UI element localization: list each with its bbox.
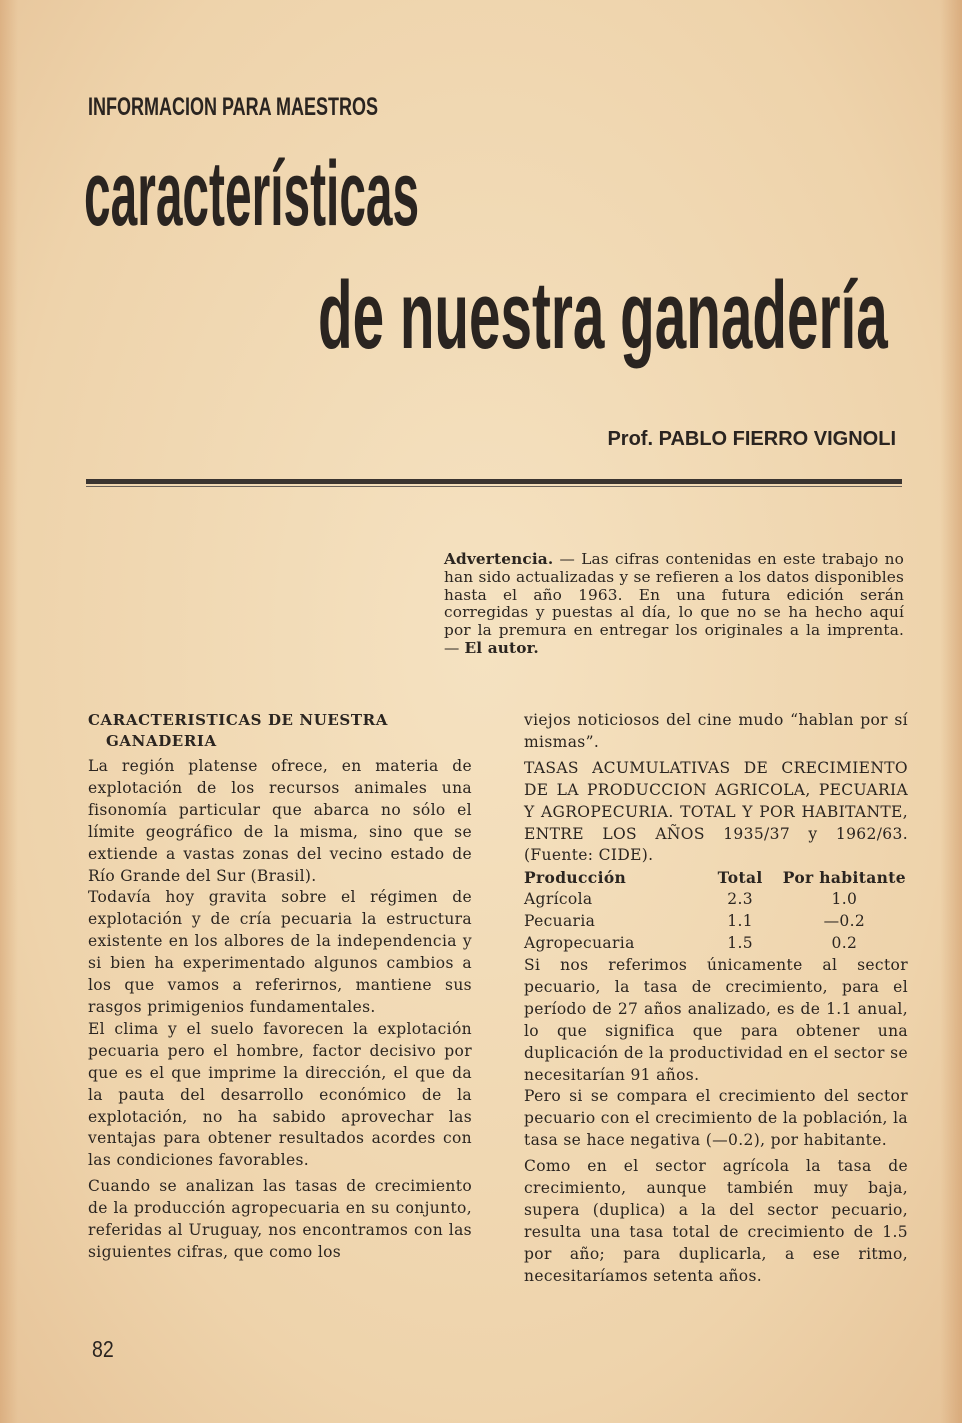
section-heading-line-2: GANADERIA — [106, 732, 217, 750]
page-edge-shadow-right — [940, 0, 962, 1423]
author-notice — [444, 551, 904, 658]
table-cell: Agrícola — [524, 890, 593, 909]
right-column — [524, 710, 908, 1288]
table-cell: Agropecuaria — [524, 934, 635, 953]
section-heading — [88, 710, 472, 752]
table-cell: 2.3 — [727, 890, 753, 909]
article-author: Prof. PABLO FIERRO VIGNOLI — [607, 428, 896, 450]
page-edge-shadow-left — [0, 0, 18, 1423]
table-caption: TASAS ACUMULATIVAS DE CRECIMIENTO DE LA PRODUCCION AGRICOLA, PECUARIA Y AGROPECURIA. TOTAL Y POR HABITANTE, ENTRE LOS AÑOS 1935/37 y 1962/63. (Fuente: CIDE). — [524, 758, 908, 865]
table-cell: 1.0 — [831, 890, 858, 909]
column-header: Producción — [524, 868, 627, 888]
left-column — [88, 710, 472, 1264]
growth-rates-table — [524, 867, 910, 955]
table-cell: —0.2 — [823, 912, 866, 931]
page-number: 82 — [92, 1336, 114, 1362]
table-row — [524, 889, 910, 911]
notice-text: — Las cifras contenidas en este trabajo no han sido actualizadas y se refieren a los datos disponibles hasta el año 1963. En una futura edición serán corregidas y puestas al día, lo que no se ha hecho aquí por la premura en entregar los originales a la imprenta. — — [444, 550, 904, 657]
table-header-row — [524, 867, 910, 889]
paragraph: Todavía hoy gravita sobre el régimen de explotación y de cría pecuaria la estructura existente en los albores de la independencia y si bien ha experimentado algunos cambios a los que vamos a referirnos, mantiene sus rasgos primigenios fundamentales. — [88, 888, 472, 1016]
section-heading-line-1: CARACTERISTICAS DE NUESTRA — [88, 711, 388, 729]
column-header: Total — [717, 868, 763, 888]
paragraph: Cuando se analizan las tasas de crecimiento de la producción agropecuaria en su conjunto, referidas al Uruguay, nos encontramos con las siguientes cifras, que como los — [88, 1177, 472, 1261]
paragraph: La región platense ofrece, en materia de explotación de los recursos animales una fisonomía particular que abarca no sólo el límite geográfico de la misma, sino que se extiende a vastas zonas del vecino estado de Río Grande del Sur (Brasil). — [88, 757, 472, 885]
section-kicker: INFORMACION PARA MAESTROS — [88, 93, 379, 121]
paragraph: El clima y el suelo favorecen la explotación pecuaria pero el hombre, factor decisivo por que es el que imprime la dirección, el que da la pauta del desarrollo económico de la explotación, no ha sabido aprovechar las ventajas para obtener resultados acordes con las condiciones favorables. — [88, 1019, 472, 1170]
title-divider — [86, 479, 902, 484]
paragraph-continuation: viejos noticiosos del cine mudo “hablan por sí mismas”. — [524, 711, 908, 751]
paragraph: Si nos referimos únicamente al sector pecuario, la tasa de crecimiento, para el período de 27 años analizado, es de 1.1 anual, lo que significa que para obtener una duplicación de la productividad en el sector se necesitarían 91 años. — [524, 955, 908, 1084]
column-header: Por habitante — [782, 868, 906, 888]
paragraph: Como en el sector agrícola la tasa de crecimiento, aunque también muy baja, supera (duplica) a la del sector pecuario, resulta una tasa total de crecimiento de 1.5 por año; para duplicarla, a ese ritmo, necesitaríamos setenta años. — [524, 1157, 908, 1285]
table-cell: Pecuaria — [524, 912, 596, 931]
notice-signature: El autor. — [464, 638, 539, 657]
table-cell: 1.1 — [727, 912, 753, 931]
article-title-line-2: de nuestra ganadería — [318, 262, 888, 369]
table-row — [524, 933, 910, 955]
table-row — [524, 911, 910, 933]
paragraph: Pero si se compara el crecimiento del sector pecuario con el crecimiento de la población, la tasa se hace negativa (—0.2), por habitante. — [524, 1087, 908, 1150]
table-cell: 0.2 — [831, 934, 858, 953]
table-cell: 1.5 — [727, 934, 753, 953]
title-divider-thin — [86, 486, 902, 487]
article-title-line-1: características — [84, 143, 420, 245]
notice-label: Advertencia. — [444, 550, 554, 568]
